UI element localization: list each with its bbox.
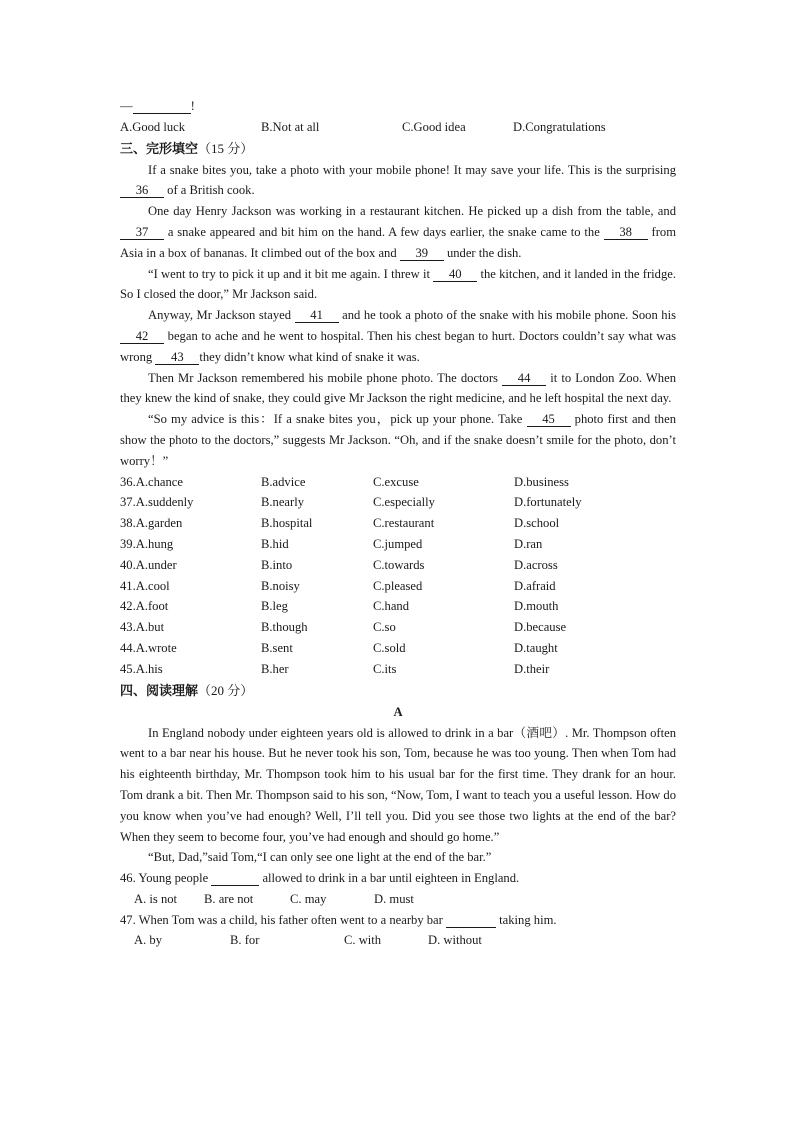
cloze-paragraph: [120, 201, 676, 263]
q46-option-c: C. may: [290, 891, 327, 906]
cloze-option: 37.A.suddenly: [120, 495, 194, 510]
option-c: C.Good idea: [402, 119, 466, 134]
q47-blank: [446, 913, 496, 928]
cloze-text: “So my advice is this：If a snake bites you，pick up your phone. Take: [148, 412, 527, 427]
cloze-option: B.nearly: [261, 495, 305, 510]
cloze-text: photo first and then show the photo to the doctors,” suggests Mr Jackson. “Oh, and if the snake doesn’t smile for the photo, don’t worry！”: [120, 412, 676, 468]
cloze-question-row: [120, 638, 676, 659]
cloze-question-row: [120, 492, 676, 513]
cloze-option: B.though: [261, 620, 308, 635]
intro-options: [120, 117, 676, 138]
cloze-paragraph: [120, 368, 676, 410]
cloze-option: 45.A.his: [120, 661, 163, 676]
cloze-blank-37: 37: [120, 225, 164, 240]
cloze-question-row: [120, 534, 676, 555]
cloze-question-row: [120, 513, 676, 534]
cloze-option: C.pleased: [373, 578, 423, 593]
cloze-blank-42: 42: [120, 329, 164, 344]
cloze-question-row: [120, 576, 676, 597]
q46-option-a: A. is not: [134, 891, 178, 906]
cloze-option: B.leg: [261, 599, 288, 614]
option-b: B.Not at all: [261, 119, 320, 134]
reading-text-1: In England nobody under eighteen years old is allowed to drink in a bar（酒吧）. Mr. Thompson often went to a bar near his house. But he never took his son, Tom, because he was too young. Then when Tom had his eighteenth birthday, Mr. Thompson took him to his usual bar for the first time. They drank for an hour. Tom drank a bit. Then Mr. Thompson said to his son, “Now, Tom, I want to teach you a useful lesson. How do you know when you’ve had enough? Well, I’ll tell you. Did you see those two lights at the end of the bar? When they seem to become four, you’ve had enough and should go home.”: [120, 725, 676, 844]
cloze-blank-43: 43: [155, 350, 199, 365]
cloze-text: the kitchen, and it landed in the fridge. So I closed the door,” Mr Jackson said.: [120, 266, 676, 302]
cloze-paragraph: [120, 160, 676, 202]
q47-stem-end: taking him.: [496, 912, 557, 927]
cloze-blank-36: 36: [120, 183, 164, 198]
cloze-option: D.taught: [514, 640, 558, 655]
cloze-text: began to ache and he went to hospital. Then his chest began to hurt. Doctors couldn’t say what was wrong: [120, 328, 676, 364]
section4-heading: [120, 680, 676, 702]
q47-option-a: A. by: [134, 933, 162, 948]
cloze-option: D.ran: [514, 536, 543, 551]
cloze-option: B.hospital: [261, 516, 313, 531]
reading-paragraph-1: [120, 723, 676, 848]
q46-options: [120, 889, 676, 910]
cloze-blank-40: 40: [433, 267, 477, 282]
q47-option-c: C. with: [344, 933, 382, 948]
cloze-question-row: [120, 659, 676, 680]
cloze-text: they didn’t know what kind of snake it was.: [199, 349, 420, 364]
cloze-option: C.jumped: [373, 536, 423, 551]
cloze-questions: [120, 472, 676, 680]
cloze-blank-44: 44: [502, 371, 546, 386]
cloze-question-row: [120, 472, 676, 493]
q46-blank: [211, 871, 259, 886]
q47-stem-start: 47. When Tom was a child, his father often went to a nearby bar: [120, 912, 446, 927]
passage-label: A: [393, 704, 403, 719]
cloze-blank-41: 41: [295, 308, 339, 323]
cloze-question-row: [120, 596, 676, 617]
q46-option-b: B. are not: [204, 891, 254, 906]
section4-title: 四、阅读理解: [120, 683, 199, 699]
cloze-option: 38.A.garden: [120, 516, 183, 531]
cloze-option: D.fortunately: [514, 495, 582, 510]
cloze-option: C.restaurant: [373, 516, 435, 531]
q46-stem-end: allowed to drink in a bar until eighteen in England.: [259, 871, 520, 886]
cloze-option: C.hand: [373, 599, 410, 614]
cloze-paragraph: [120, 264, 676, 306]
reading-paragraph-2: [120, 847, 676, 868]
cloze-text: Anyway, Mr Jackson stayed: [148, 308, 295, 323]
cloze-text: “I went to try to pick it up and it bit me again. I threw it: [148, 266, 434, 281]
answer-blank: [133, 99, 191, 114]
cloze-option: 43.A.but: [120, 620, 165, 635]
cloze-option: B.noisy: [261, 578, 300, 593]
cloze-option: C.towards: [373, 557, 425, 572]
cloze-option: D.their: [514, 661, 550, 676]
cloze-option: 44.A.wrote: [120, 640, 177, 655]
cloze-text: One day Henry Jackson was working in a restaurant kitchen. He picked up a dish from the table, and: [148, 204, 676, 219]
cloze-question-row: [120, 555, 676, 576]
cloze-blank-45: 45: [527, 412, 571, 427]
reading-text-2: “But, Dad,”said Tom,“I can only see one light at the end of the bar.”: [148, 850, 492, 865]
cloze-option: B.advice: [261, 474, 306, 489]
cloze-option: 36.A.chance: [120, 474, 183, 489]
cloze-option: B.her: [261, 661, 289, 676]
dialogue-blank-line: [120, 96, 676, 117]
cloze-option: D.school: [514, 516, 560, 531]
cloze-option: 39.A.hung: [120, 536, 174, 551]
dash: —: [120, 99, 133, 113]
q47-option-b: B. for: [230, 933, 260, 948]
cloze-text: of a British cook.: [164, 183, 255, 198]
section4-points: （20 分）: [198, 682, 254, 698]
exclamation: !: [190, 99, 195, 113]
cloze-option: D.because: [514, 620, 567, 635]
cloze-option: B.into: [261, 557, 293, 572]
q46-stem-start: 46. Young people: [120, 871, 212, 886]
question-46: [120, 868, 676, 889]
cloze-text: it to London Zoo. When they knew the kind of snake, they could give Mr Jackson the right medicine, and he left hospital the next day.: [120, 370, 676, 406]
cloze-option: D.across: [514, 557, 558, 572]
cloze-blank-39: 39: [400, 246, 444, 261]
cloze-option: B.sent: [261, 640, 293, 655]
cloze-option: C.excuse: [373, 474, 419, 489]
cloze-option: D.mouth: [514, 599, 559, 614]
cloze-option: C.its: [373, 661, 397, 676]
cloze-paragraph: [120, 305, 676, 367]
cloze-option: 40.A.under: [120, 557, 177, 572]
section3-points: （15 分）: [198, 140, 254, 156]
cloze-text: If a snake bites you, take a photo with your mobile phone! It may save your life. This is the surprising: [148, 162, 676, 177]
exam-page: [120, 96, 676, 951]
cloze-blank-38: 38: [604, 225, 648, 240]
option-a: A.Good luck: [120, 119, 186, 134]
cloze-text: from Asia in a box of bananas. It climbed out of the box and: [120, 224, 676, 260]
q47-options: [120, 930, 676, 951]
cloze-option: 41.A.cool: [120, 578, 170, 593]
question-47: [120, 910, 676, 931]
q47-option-d: D. without: [428, 933, 482, 948]
cloze-question-row: [120, 617, 676, 638]
cloze-option: C.especially: [373, 495, 435, 510]
section3-title: 三、完形填空: [120, 141, 199, 157]
q46-option-d: D. must: [374, 891, 414, 906]
cloze-option: B.hid: [261, 536, 289, 551]
cloze-passage: [120, 160, 676, 472]
cloze-text: under the dish.: [443, 245, 522, 260]
cloze-option: C.sold: [373, 640, 406, 655]
cloze-option: D.business: [514, 474, 569, 489]
cloze-text: Then Mr Jackson remembered his mobile phone photo. The doctors: [148, 370, 503, 385]
section3-heading: [120, 138, 676, 160]
cloze-option: D.afraid: [514, 578, 556, 593]
cloze-paragraph: [120, 409, 676, 471]
cloze-text: a snake appeared and bit him on the hand. A few days earlier, the snake came to the: [164, 224, 604, 239]
cloze-option: C.so: [373, 620, 396, 635]
option-d: D.Congratulations: [513, 119, 606, 134]
cloze-text: and he took a photo of the snake with his mobile phone. Soon his: [338, 308, 676, 323]
cloze-option: 42.A.foot: [120, 599, 169, 614]
